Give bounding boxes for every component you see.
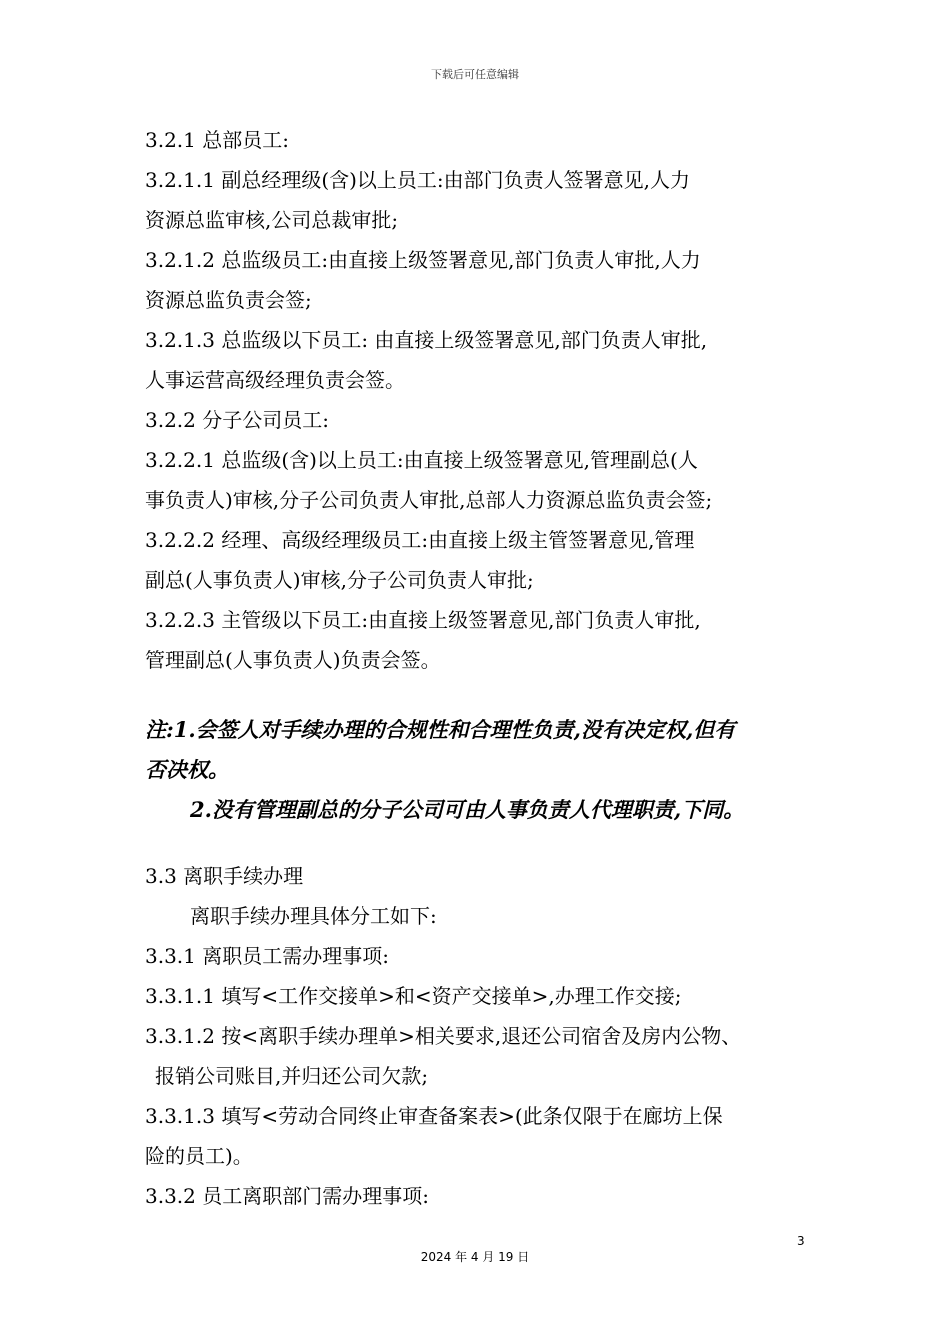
text-line: 3.3.1.2 按<离职手续办理单>相关要求,退还公司宿舍及房内公物、 (145, 1024, 742, 1048)
text-line: 离职手续办理具体分工如下: (190, 904, 437, 928)
text-line: 险的员工)。 (145, 1144, 253, 1168)
text-line: 资源总监负责会签; (145, 288, 312, 312)
text-line: 资源总监审核,公司总裁审批; (145, 208, 399, 232)
text-line: 事负责人)审核,分子公司负责人审批,总部人力资源总监负责会签; (145, 488, 713, 512)
note-block (145, 710, 825, 830)
text-line: 3.2.1 总部员工: (145, 128, 289, 152)
text-line: 3.3.1 离职员工需办理事项: (145, 944, 389, 968)
text-line: 3.2.2.2 经理、高级经理级员工:由直接上级主管签署意见,管理 (145, 528, 695, 552)
body-section-3-2 (145, 120, 825, 680)
text-line: 3.3.2 员工离职部门需办理事项: (145, 1184, 429, 1208)
text-line: 报销公司账目,并归还公司欠款; (155, 1064, 429, 1088)
page-header: 下载后可任意编辑 (431, 68, 519, 81)
text-line: 副总(人事负责人)审核,分子公司负责人审批; (145, 568, 534, 592)
body-section-3-3 (145, 856, 825, 1216)
text-line: 3.3.1.3 填写<劳动合同终止审查备案表>(此条仅限于在廊坊上保 (145, 1104, 723, 1128)
text-line: 3.2.1.3 总监级以下员工: 由直接上级签署意见,部门负责人审批, (145, 328, 708, 352)
text-line: 3.2.1.1 副总经理级(含)以上员工:由部门负责人签署意见,人力 (145, 168, 691, 192)
text-line: 人事运营高级经理负责会签。 (145, 368, 405, 392)
text-line: 管理副总(人事负责人)负责会签。 (145, 648, 441, 672)
text-line: 3.2.1.2 总监级员工:由直接上级签署意见,部门负责人审批,人力 (145, 248, 701, 272)
note-line: 注:1.会签人对手续办理的合规性和合理性负责,没有决定权,但有 (145, 717, 736, 742)
text-line: 3.2.2.1 总监级(含)以上员工:由直接上级签署意见,管理副总(人 (145, 448, 698, 472)
section-heading: 3.3 离职手续办理 (145, 864, 304, 888)
text-line: 3.3.1.1 填写<工作交接单>和<资产交接单>,办理工作交接; (145, 984, 682, 1008)
note-line: 否决权。 (145, 757, 229, 782)
text-line: 3.2.2.3 主管级以下员工:由直接上级签署意见,部门负责人审批, (145, 608, 701, 632)
footer-date: 2024 年 4 月 19 日 (420, 1250, 530, 1264)
page-number: 3 (797, 1234, 805, 1248)
text-line: 3.2.2 分子公司员工: (145, 408, 329, 432)
note-line: 2.没有管理副总的分子公司可由人事负责人代理职责,下同。 (190, 797, 745, 822)
